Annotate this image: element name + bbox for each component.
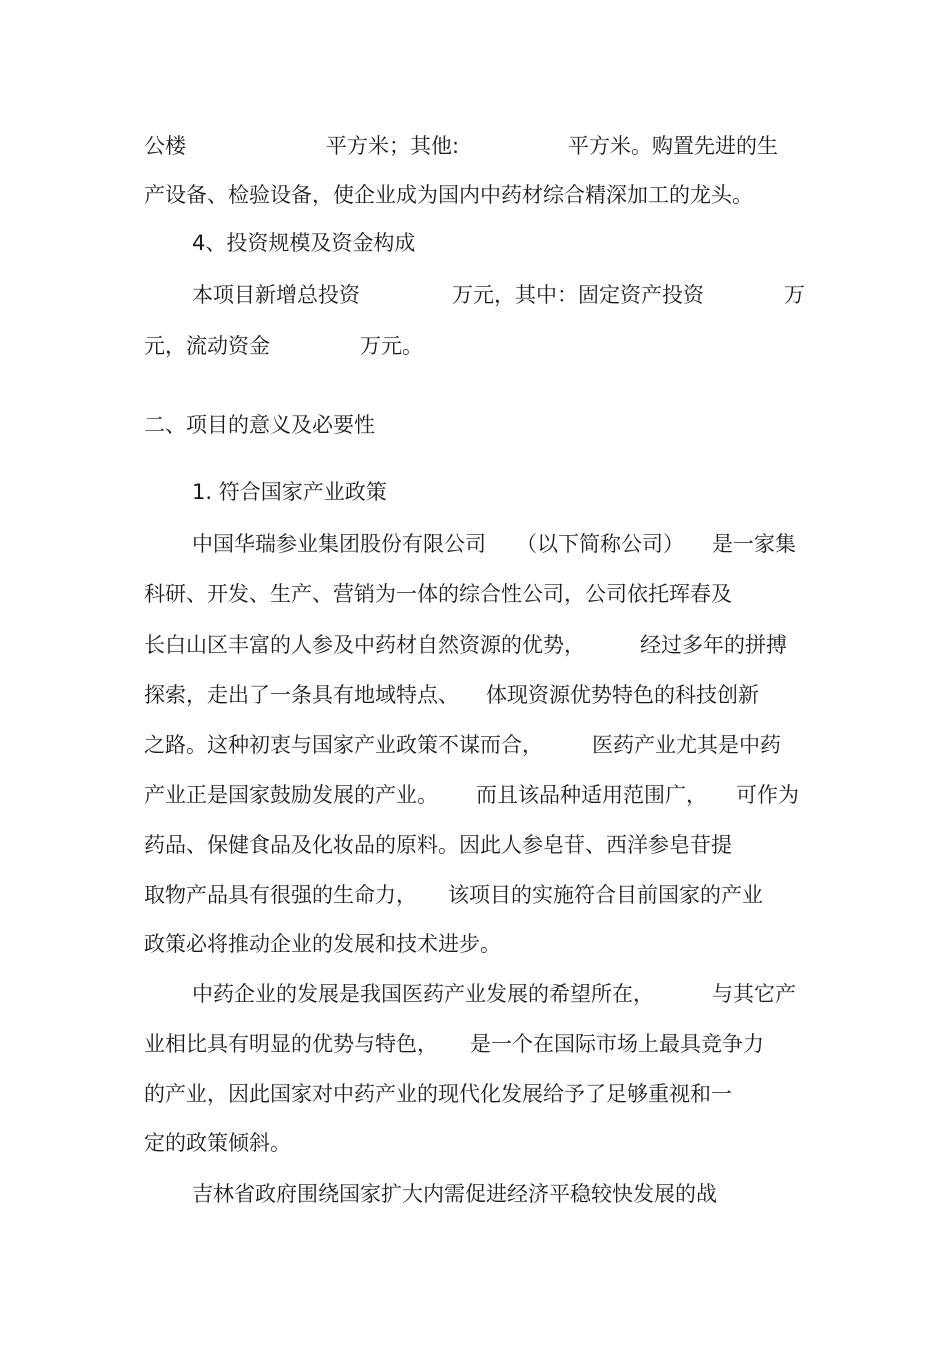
text-segment: 之路。这种初衷与国家产业政策不谋而合， <box>144 733 543 757</box>
text-segment: 是一个在国际市场上最具竞争力 <box>470 1032 764 1056</box>
text-segment: 探索，走出了一条具有地域特点、 <box>144 683 459 707</box>
text-segment: 是一家集 <box>712 532 796 556</box>
text-segment: 该项目的实施符合目前国家的产业 <box>448 883 763 907</box>
text-segment: 科研、开发、生产、营销为一体的综合性公司，公司依托珲春及 <box>144 582 732 606</box>
text-segment: 的产业，因此国家对中药产业的现代化发展给予了足够重视和一 <box>144 1082 732 1106</box>
text-segment: 体现资源优势特色的科技创新 <box>486 683 759 707</box>
text-segment: 平方米。购置先进的生 <box>568 134 778 158</box>
text-segment: 经过多年的拼搏 <box>640 633 787 657</box>
text-segment: 业相比具有明显的优势与特色， <box>144 1032 438 1056</box>
text-segment: 万元，其中：固定资产投资 <box>452 283 704 307</box>
text-segment: 可作为 <box>736 783 799 807</box>
text-segment: 二、项目的意义及必要性 <box>144 413 375 437</box>
text-segment: 取物产品具有很强的生命力， <box>144 883 417 907</box>
text-segment: 中药企业的发展是我国医药产业发展的希望所在， <box>192 982 654 1006</box>
text-segment: 长白山区丰富的人参及中药材自然资源的优势， <box>144 633 585 657</box>
text-segment: （以下简称公司） <box>516 532 684 556</box>
text-segment: 元，流动资金 <box>144 334 270 358</box>
text-segment: 药品、保健食品及化妆品的原料。因此人参皂苷、西洋参皂苷提 <box>144 833 732 857</box>
text-segment: 本项目新增总投资 <box>192 283 360 307</box>
text-segment: 吉林省政府围绕国家扩大内需促进经济平稳较快发展的战 <box>192 1182 717 1206</box>
text-segment: 产设备、检验设备，使企业成为国内中药材综合精深加工的龙头。 <box>144 183 753 207</box>
text-segment: 万 <box>784 283 805 307</box>
text-segment: 医药产业尤其是中药 <box>592 733 781 757</box>
text-segment: 定的政策倾斜。 <box>144 1131 291 1155</box>
text-segment: 1. 符合国家产业政策 <box>192 480 387 504</box>
text-segment: 中国华瑞参业集团股份有限公司 <box>192 532 486 556</box>
text-segment: 政策必将推动企业的发展和技术进步。 <box>144 932 501 956</box>
text-segment: 万元。 <box>360 334 423 358</box>
text-segment: 公楼 <box>144 134 186 158</box>
text-segment: 4、投资规模及资金构成 <box>192 231 416 255</box>
text-segment: 与其它产 <box>712 982 796 1006</box>
text-segment: 产业正是国家鼓励发展的产业。 <box>144 783 438 807</box>
text-segment: 平方米；其他: <box>326 134 460 158</box>
text-segment: 而且该品种适用范围广， <box>476 783 707 807</box>
